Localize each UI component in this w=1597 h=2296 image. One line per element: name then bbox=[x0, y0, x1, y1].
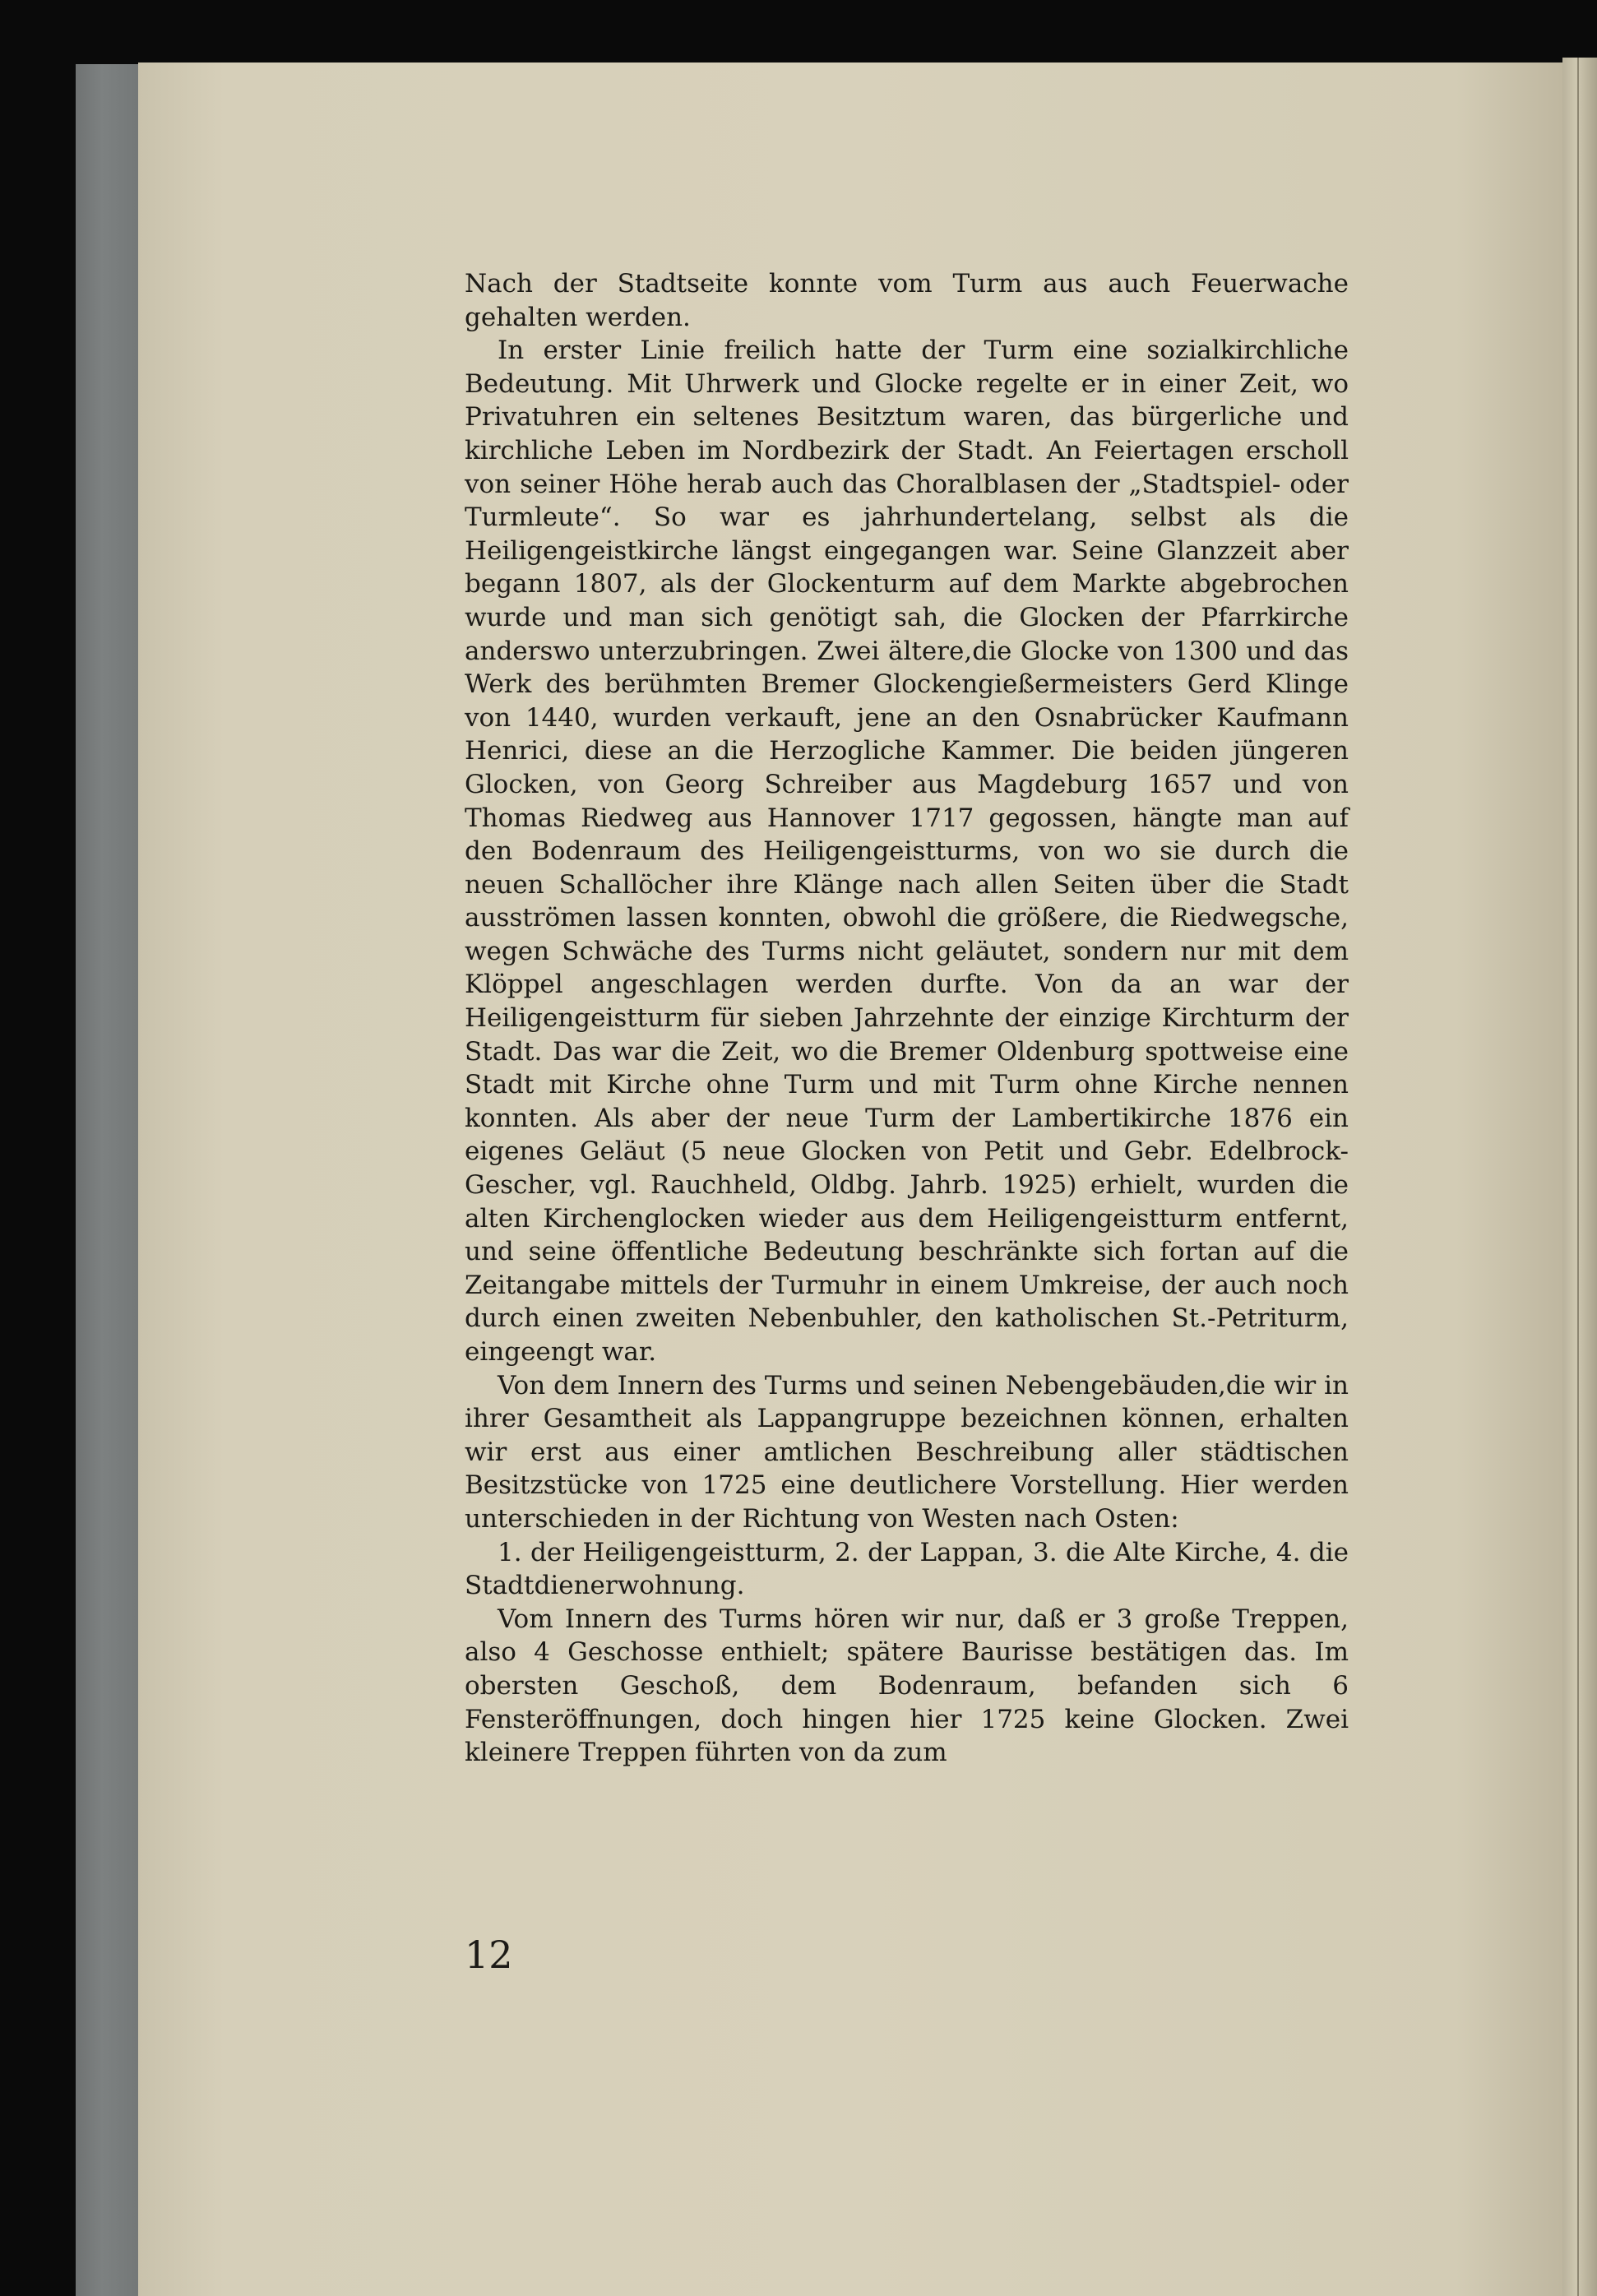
paragraph-3: Von dem Innern des Turms und seinen Nebengebäuden,die wir in ihrer Gesamtheit als Lappangruppe bezeichnen können, erhalten wir erst aus einer amtlichen Beschreibung aller städtischen Besitzstücke von 1725 eine deutlichere Vorstellung. Hier werden unterschieden in der Richtung von Westen nach Osten: bbox=[465, 1370, 1349, 1534]
book-spine bbox=[76, 64, 141, 2296]
paragraph-4: 1. der Heiligengeistturm, 2. der Lappan, 3. die Alte Kirche, 4. die Stadtdienerwohnung. bbox=[465, 1537, 1349, 1601]
paragraph-1: Nach der Stadtseite konnte vom Turm aus auch Feuerwache gehalten werden. bbox=[465, 269, 1349, 332]
paragraph-5: Vom Innern des Turms hören wir nur, daß er 3 große Treppen, also 4 Geschosse enthielt; spätere Baurisse bestätigen das. Im obersten Geschoß, dem Bodenraum, befanden sich 6 Fensteröffnungen, doch hingen hier 1725 keine Glocken. Zwei kleinere Treppen führten von da zum bbox=[465, 1604, 1349, 1768]
page-edge bbox=[1562, 58, 1597, 2296]
page-number: 12 bbox=[465, 1933, 513, 1977]
paragraph-2: In erster Linie freilich hatte der Turm eine sozialkirchliche Bedeutung. Mit Uhrwerk und Glocke regelte er in einer Zeit, wo Privatuhren ein seltenes Besitztum waren, das bürgerliche und kirchliche Leben im Nordbezirk der Stadt. An Feiertagen erscholl von seiner Höhe herab auch das Choralblasen der „Stadtspiel- oder Turmleute“. So war es jahrhundertelang, selbst als die Heiligengeistkirche längst eingegangen war. Seine Glanzzeit aber begann 1807, als der Glockenturm auf dem Markte abgebrochen wurde und man sich genötigt sah, die Glocken der Pfarrkirche anderswo unterzubringen. Zwei ältere,die Glocke von 1300 und das Werk des berühmten Bremer Glockengießermeisters Gerd Klinge von 1440, wurden verkauft, jene an den Osnabrücker Kaufmann Henrici, diese an die Herzogliche Kammer. Die beiden jüngeren Glocken, von Georg Schreiber aus Magdeburg 1657 und von Thomas Riedweg aus Hannover 1717 gegossen, hängte man auf den Bodenraum des Heiligengeistturms, von wo sie durch die neuen Schallöcher ihre Klänge nach allen Seiten über die Stadt ausströmen lassen konnten, obwohl die größere, die Riedwegsche, wegen Schwäche des Turms nicht geläutet, sondern nur mit dem Klöppel angeschlagen werden durfte. Von da an war der Heiligengeistturm für sieben Jahrzehnte der einzige Kirchturm der Stadt. Das war die Zeit, wo die Bremer Oldenburg spottweise eine Stadt mit Kirche ohne Turm und mit Turm ohne Kirche nennen konnten. Als aber der neue Turm der Lambertikirche 1876 ein eigenes Geläut (5 neue Glocken von Petit und Gebr. Edelbrock-Gescher, vgl. Rauchheld, Oldbg. Jahrb. 1925) erhielt, wurden die alten Kirchenglocken wieder aus dem Heiligengeistturm entfernt, und seine öffentliche Bedeutung beschränkte sich fortan auf die Zeitangabe mittels der Turmuhr in einem Umkreise, der auch noch durch einen zweiten Nebenbuhler, den katholischen St.-Petriturm, eingeengt war. bbox=[465, 336, 1349, 1367]
body-text bbox=[465, 267, 1349, 1770]
